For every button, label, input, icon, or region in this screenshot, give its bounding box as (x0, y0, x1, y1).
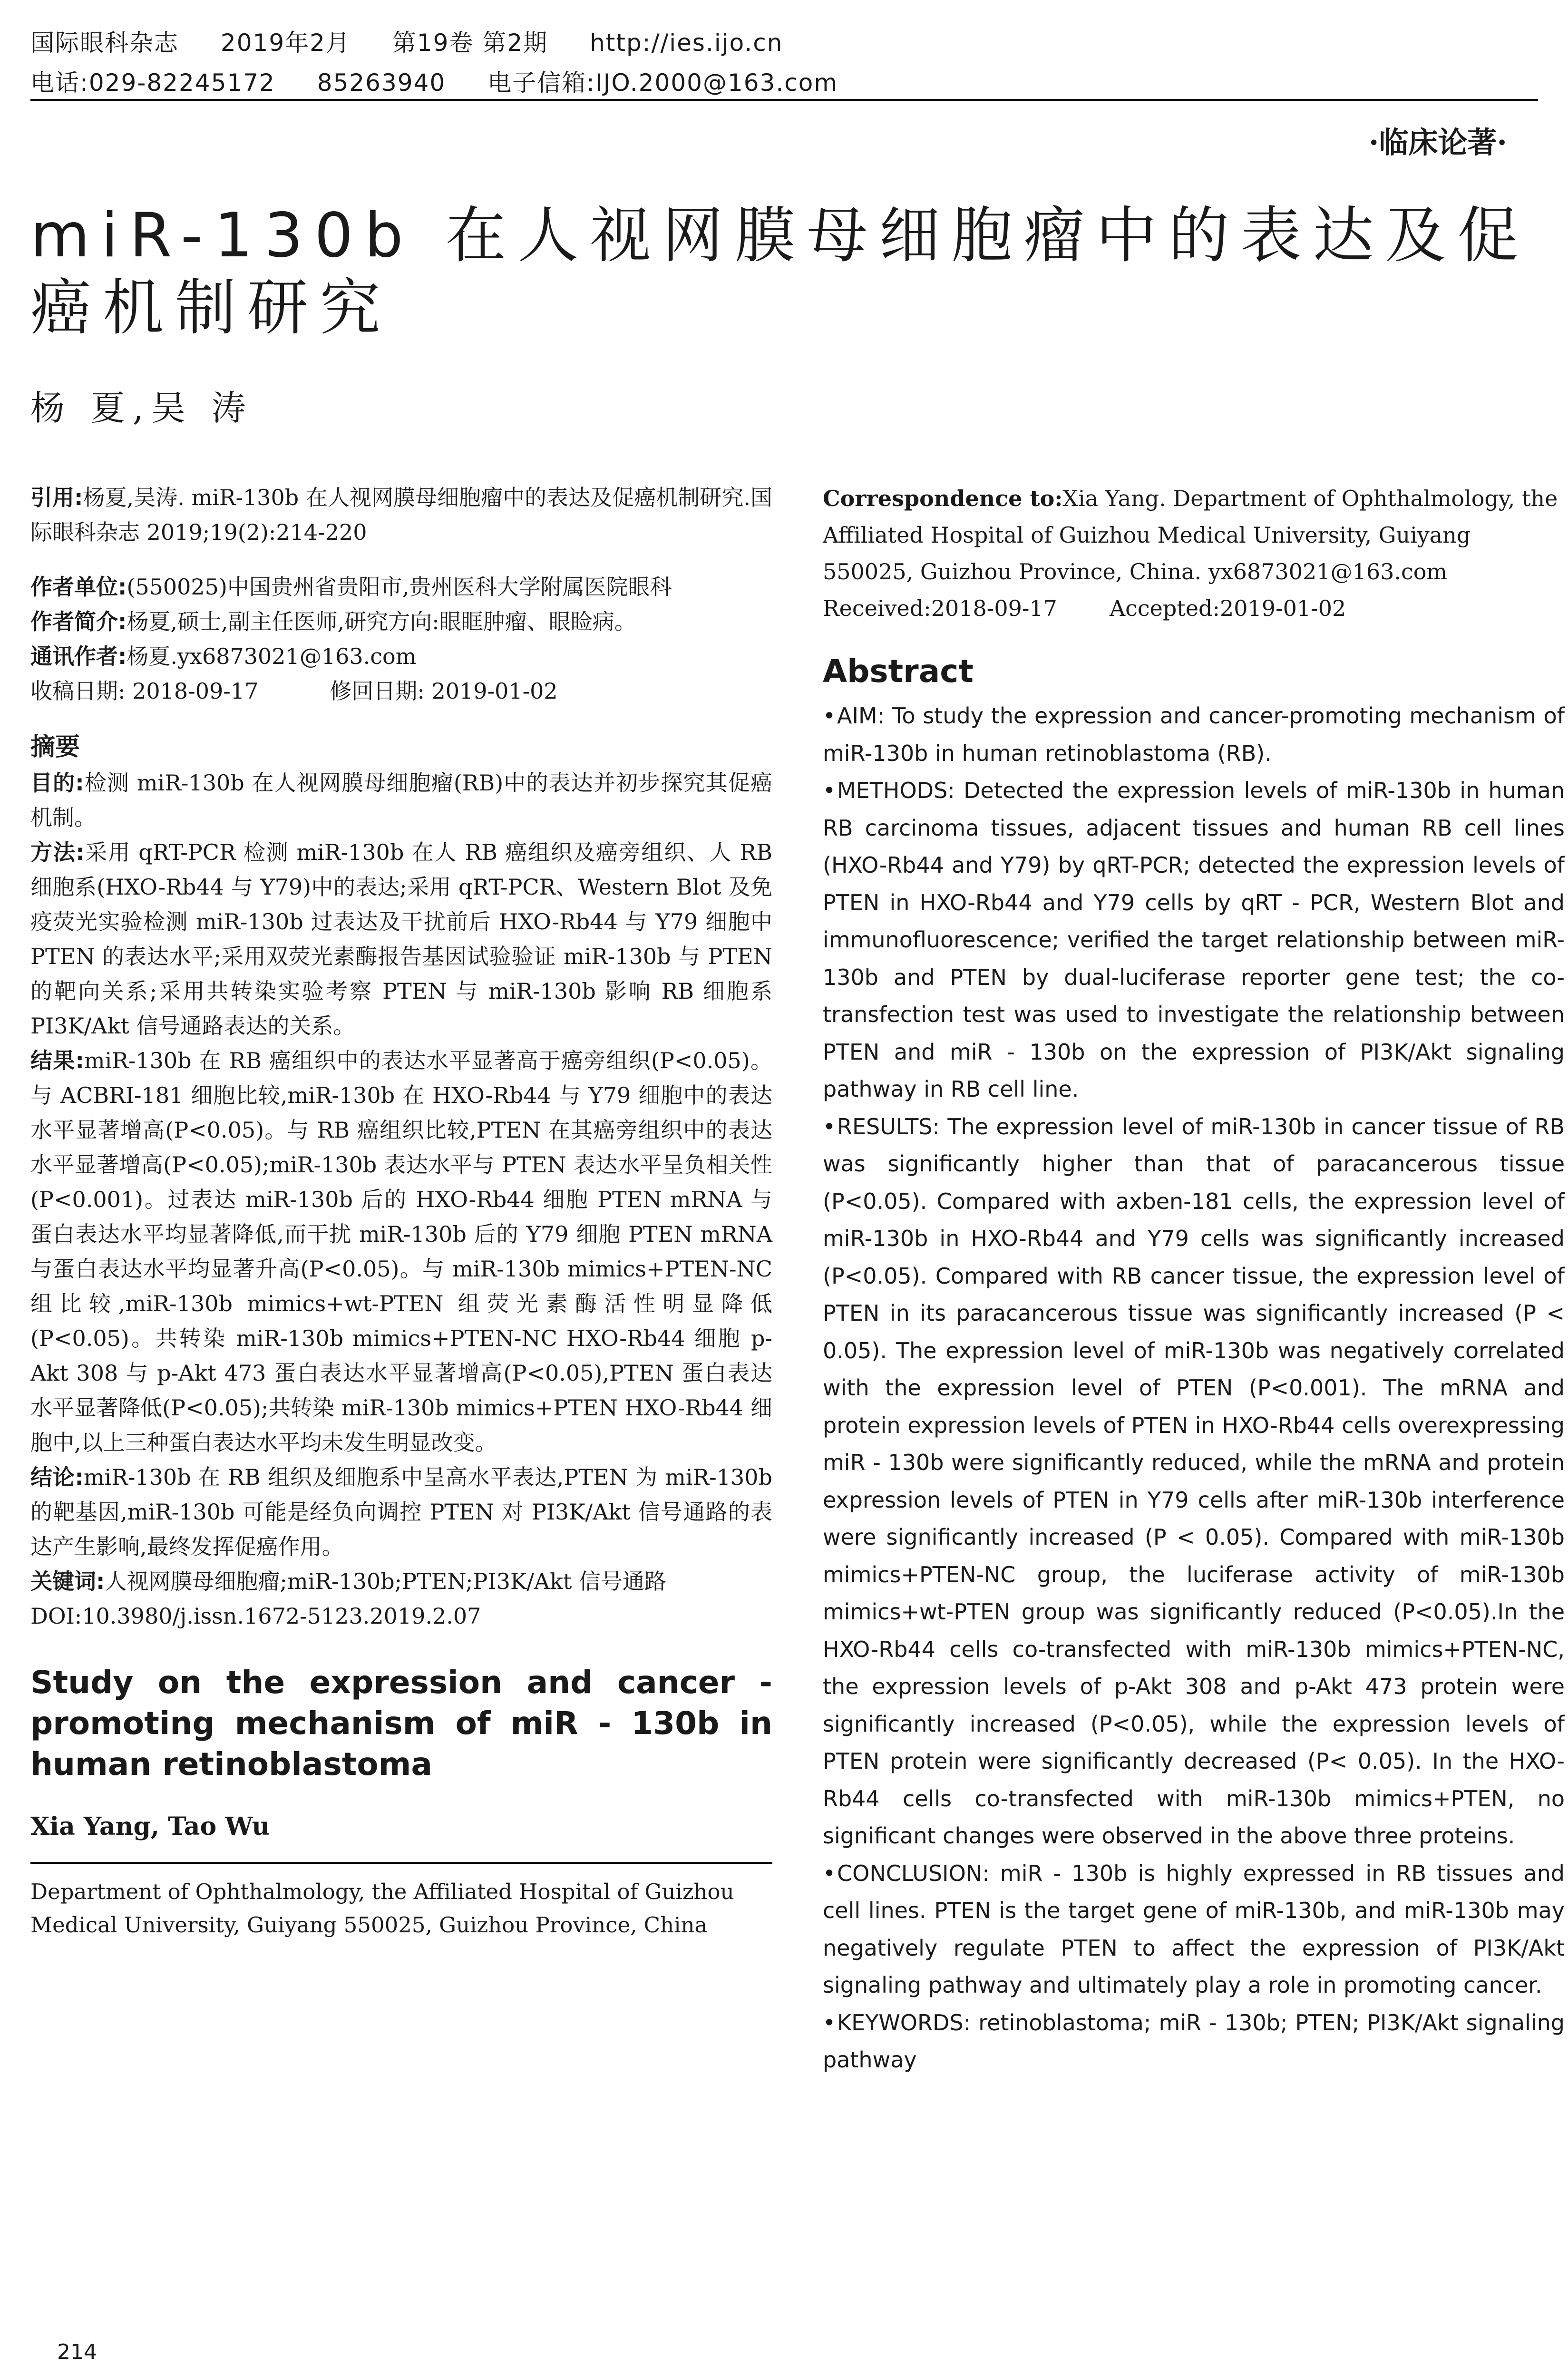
journal-name: 国际眼科杂志 (30, 29, 179, 57)
keywords-cn (30, 1564, 772, 1599)
corresponding-author (30, 639, 772, 674)
author-rule (30, 1862, 772, 1864)
journal-header (30, 24, 1538, 105)
phone: 电话:029-82245172 (30, 69, 275, 97)
right-column (823, 480, 1565, 2079)
aim-text-en: To study the expression and cancer-promoting mechanism of miR-130b in human retinoblastoma (RB). (823, 703, 1565, 766)
citation-text: 杨夏,吴涛. miR-130b 在人视网膜母细胞瘤中的表达及促癌机制研究.国际眼科杂志 2019;19(2):214-220 (30, 485, 772, 545)
keywords-en: •KEYWORDS: retinoblastoma; miR - 130b; PTEN; PI3K/Akt signaling pathway (823, 2009, 1565, 2073)
english-authors: Xia Yang, Tao Wu (30, 1812, 270, 1841)
citation-label: 引用: (30, 485, 83, 510)
aim-cn (30, 766, 772, 835)
volume-issue: 第19卷 第2期 (392, 29, 548, 57)
methods-text-cn: 采用 qRT-PCR 检测 miR-130b 在人 RB 癌组织及癌旁组织、人 RB 细胞系(HXO-Rb44 与 Y79)中的表达;采用 qRT-PCR、Western Blot 及免疫荧光实验检测 miR-130b 过表达及干扰前后 HXO-Rb44 与 Y79 细胞中 PTEN 的表达水平;采用双荧光素酶报告基因试验验证 miR-130b 与 PTEN 的靶向关系;采用共转染实验考察 PTEN 与 miR-130b 影响 RB 细胞系 PI3K/Akt 信号通路表达的关系。 (30, 839, 772, 1039)
aim-text-cn: 检测 miR-130b 在人视网膜母细胞瘤(RB)中的表达并初步探究其促癌机制。 (30, 770, 772, 830)
author-unit (30, 570, 772, 604)
results-en: •RESULTS: The expression level of miR-130b in cancer tissue of RB was significantly higher than that of paracancerous tissue (P<0.05). Compared with axben-181 cells, the expression level of miR-130b in HXO-Rb44 and Y79 cells was significantly increased (P<0.05). Compared with RB cancer tissue, the expression level of PTEN in its paracancerous tissue was significantly increased (P < 0.05). The expression level of miR-130b was negatively correlated with the expression level of PTEN (P<0.001). The mRNA and protein expression levels of PTEN in HXO-Rb44 cells overexpressing miR - 130b were significantly reduced, while the mRNA and protein expression levels of PTEN in Y79 cells after miR-130b interference were significantly increased (P < 0.05). Compared with miR-130b mimics+PTEN-NC group, the luciferase activity of miR-130b mimics+wt-PTEN group was significantly reduced (P<0.05).In the HXO-Rb44 cells co-transfected with miR-130b mimics+PTEN-NC, the expression levels of p-Akt 308 and p-Akt 473 protein were significantly increased (P<0.05), while the expression levels of PTEN protein were significantly decreased (P< 0.05). In the HXO-Rb44 cells co-transfected with miR-130b mimics+PTEN, no significant changes were observed in the above three proteins. (823, 1113, 1565, 1849)
conclusion-label-cn: 结论: (30, 1464, 84, 1490)
conclusion-label-en: CONCLUSION: (837, 1860, 990, 1886)
left-column (30, 480, 772, 1942)
results-label-cn: 结果: (30, 1048, 84, 1073)
unit-text: (550025)中国贵州省贵阳市,贵州医科大学附属医院眼科 (127, 574, 672, 600)
keywords-text-en: retinoblastoma; miR - 130b; PTEN; PI3K/Akt signaling pathway (823, 2009, 1565, 2073)
header-rule (30, 99, 1538, 101)
correspondence (823, 480, 1565, 590)
authors-cn: 杨 夏,吴 涛 (30, 388, 253, 428)
results-text-cn: miR-130b 在 RB 癌组织中的表达水平显著高于癌旁组织(P<0.05)。与 ACBRI-181 细胞比较,miR-130b 在 HXO-Rb44 与 Y79 细胞中的表达水平显著增高(P<0.05)。与 RB 癌组织比较,PTEN 在其癌旁组织中的表达水平显著增高(P<0.05);miR-130b 表达水平与 PTEN 表达水平呈负相关性(P<0.001)。过表达 miR-130b 后的 HXO-Rb44 细胞 PTEN mRNA 与蛋白表达水平均显著降低,而干扰 miR-130b 后的 Y79 细胞 PTEN mRNA 与蛋白表达水平均显著升高(P<0.05)。与 miR-130b mimics+PTEN-NC 组比较,miR-130b mimics+wt-PTEN 组荧光素酶活性明显降低(P<0.05)。共转染 miR-130b mimics+PTEN-NC HXO-Rb44 细胞 p-Akt 308 与 p-Akt 473 蛋白表达水平显著增高(P<0.05),PTEN 蛋白表达水平显著降低(P<0.05);共转染 miR-130b mimics+PTEN HXO-Rb44 细胞中,以上三种蛋白表达水平均未发生明显改变。 (30, 1048, 772, 1455)
keywords-label-en: KEYWORDS: (837, 2009, 971, 2036)
aim-label-en: AIM: (837, 703, 885, 729)
abstract-heading-en: Abstract (823, 653, 974, 690)
corr-label: 通讯作者: (30, 643, 127, 669)
results-label-en: RESULTS: (837, 1113, 940, 1140)
unit-label: 作者单位: (30, 574, 127, 600)
methods-text-en: Detected the expression levels of miR-130b in human RB carcinoma tissues, adjacent tissues and human RB cell lines (HXO-Rb44 and Y79) by qRT-PCR; detected the expression levels of PTEN in HXO-Rb44 and Y79 cells by qRT - PCR, Western Blot and immunofluorescence; verified the target relationship between miR-130b and PTEN by dual-luciferase reporter gene test; the co-transfection test was used to investigate the relationship between PTEN and miR - 130b on the expression of PI3K/Akt signaling pathway in RB cell line. (823, 778, 1565, 1102)
revised-cn: 修回日期: 2019-01-02 (330, 678, 558, 704)
keywords-text-cn: 人视网膜母细胞瘤;miR-130b;PTEN;PI3K/Akt 信号通路 (105, 1568, 666, 1594)
citation (30, 480, 772, 550)
phone-2: 85263940 (317, 69, 446, 97)
english-affiliation: Department of Ophthalmology, the Affiliated Hospital of Guizhou Medical University, Guiyang 550025, Guizhou Province, China (30, 1879, 734, 1938)
dates-cn (30, 674, 772, 709)
conclusion-text-en: miR - 130b is highly expressed in RB tissues and cell lines. PTEN is the target gene of miR-130b, and miR-130b may negatively regulate PTEN to affect the expression of PI3K/Akt signaling pathway and ultimately play a role in promoting cancer. (823, 1860, 1565, 1998)
methods-label-cn: 方法: (30, 839, 85, 865)
header-line-1 (30, 24, 783, 58)
bio-label: 作者简介: (30, 609, 127, 634)
received-cn: 收稿日期: 2018-09-17 (30, 678, 259, 704)
received-en: Received:2018-09-17 (823, 595, 1057, 621)
methods-label-en: METHODS: (837, 778, 955, 803)
results-cn (30, 1043, 772, 1460)
corr-text: 杨夏.yx6873021@163.com (127, 643, 417, 669)
aim-label-cn: 目的: (30, 770, 84, 796)
author-bio (30, 604, 772, 639)
conclusion-text-cn: miR-130b 在 RB 组织及细胞系中呈高水平表达,PTEN 为 miR-130b 的靶基因,miR-130b 可能是经负向调控 PTEN 对 PI3K/Akt 信号通路的表达产生影响,最终发挥促癌作用。 (30, 1464, 772, 1559)
dates-en (823, 590, 1565, 627)
bio-text: 杨夏,硕士,副主任医师,研究方向:眼眶肿瘤、眼睑病。 (127, 609, 636, 634)
conclusion-en: •CONCLUSION: miR - 130b is highly expressed in RB tissues and cell lines. PTEN is the target gene of miR-130b, and miR-130b may negatively regulate PTEN to affect the expression of PI3K/Akt signaling pathway and ultimately play a role in promoting cancer. (823, 1860, 1565, 1998)
abstract-heading-cn: 摘要 (30, 733, 80, 761)
results-text-en: The expression level of miR-130b in cancer tissue of RB was significantly higher than that of paracancerous tissue (P<0.05). Compared with axben-181 cells, the expression level of miR-130b in HXO-Rb44 and Y79 cells was significantly increased (P<0.05). Compared with RB cancer tissue, the expression level of PTEN in its paracancerous tissue was significantly increased (P < 0.05). The expression level of miR-130b was negatively correlated with the expression level of PTEN (P<0.001). The mRNA and protein expression levels of PTEN in HXO-Rb44 cells overexpressing miR - 130b were significantly reduced, while the mRNA and protein expression levels of PTEN in Y79 cells after miR-130b interference were significantly increased (P < 0.05). Compared with miR-130b mimics+PTEN-NC group, the luciferase activity of miR-130b mimics+wt-PTEN group was significantly reduced (P<0.05).In the HXO-Rb44 cells co-transfected with miR-130b mimics+PTEN-NC, the expression levels of p-Akt 308 and p-Akt 473 protein were significantly increased (P<0.05), while the expression levels of PTEN protein were significantly decreased (P< 0.05). In the HXO-Rb44 cells co-transfected with miR-130b mimics+PTEN, no significant changes were observed in the above three proteins. (823, 1113, 1565, 1849)
keywords-label-cn: 关键词: (30, 1568, 105, 1594)
correspondence-label: Correspondence to: (823, 486, 1063, 511)
accepted-en: Accepted:2019-01-02 (1109, 595, 1346, 621)
issue-date: 2019年2月 (220, 29, 351, 57)
section-tag: ·临床论著· (1368, 125, 1507, 160)
english-title: Study on the expression and cancer - promoting mechanism of miR - 130b in human retinoblastoma (30, 1664, 772, 1783)
email[interactable]: 电子信箱:IJO.2000@163.com (487, 69, 838, 97)
header-line-2 (30, 64, 838, 98)
methods-cn (30, 835, 772, 1043)
article-title: miR-130b 在人视网膜母细胞瘤中的表达及促癌机制研究 (30, 200, 1530, 343)
doi[interactable]: DOI:10.3980/j.issn.1672-5123.2019.2.07 (30, 1603, 481, 1629)
journal-url[interactable]: http://ies.ijo.cn (590, 29, 783, 57)
methods-en: •METHODS: Detected the expression levels of miR-130b in human RB carcinoma tissues, adjacent tissues and human RB cell lines (HXO-Rb44 and Y79) by qRT-PCR; detected the expression levels of PTEN in HXO-Rb44 and Y79 cells by qRT - PCR, Western Blot and immunofluorescence; verified the target relationship between miR-130b and PTEN by dual-luciferase reporter gene test; the co-transfection test was used to investigate the relationship between PTEN and miR - 130b on the expression of PI3K/Akt signaling pathway in RB cell line. (823, 778, 1565, 1102)
correspondence-text: Xia Yang. Department of Ophthalmology, the Affiliated Hospital of Guizhou Medical University, Guiyang 550025, Guizhou Province, China. yx6873021@163.com (823, 486, 1558, 585)
conclusion-cn (30, 1460, 772, 1564)
page-number: 214 (57, 2340, 97, 2364)
aim-en: •AIM: To study the expression and cancer-promoting mechanism of miR-130b in human retinoblastoma (RB). (823, 703, 1565, 766)
